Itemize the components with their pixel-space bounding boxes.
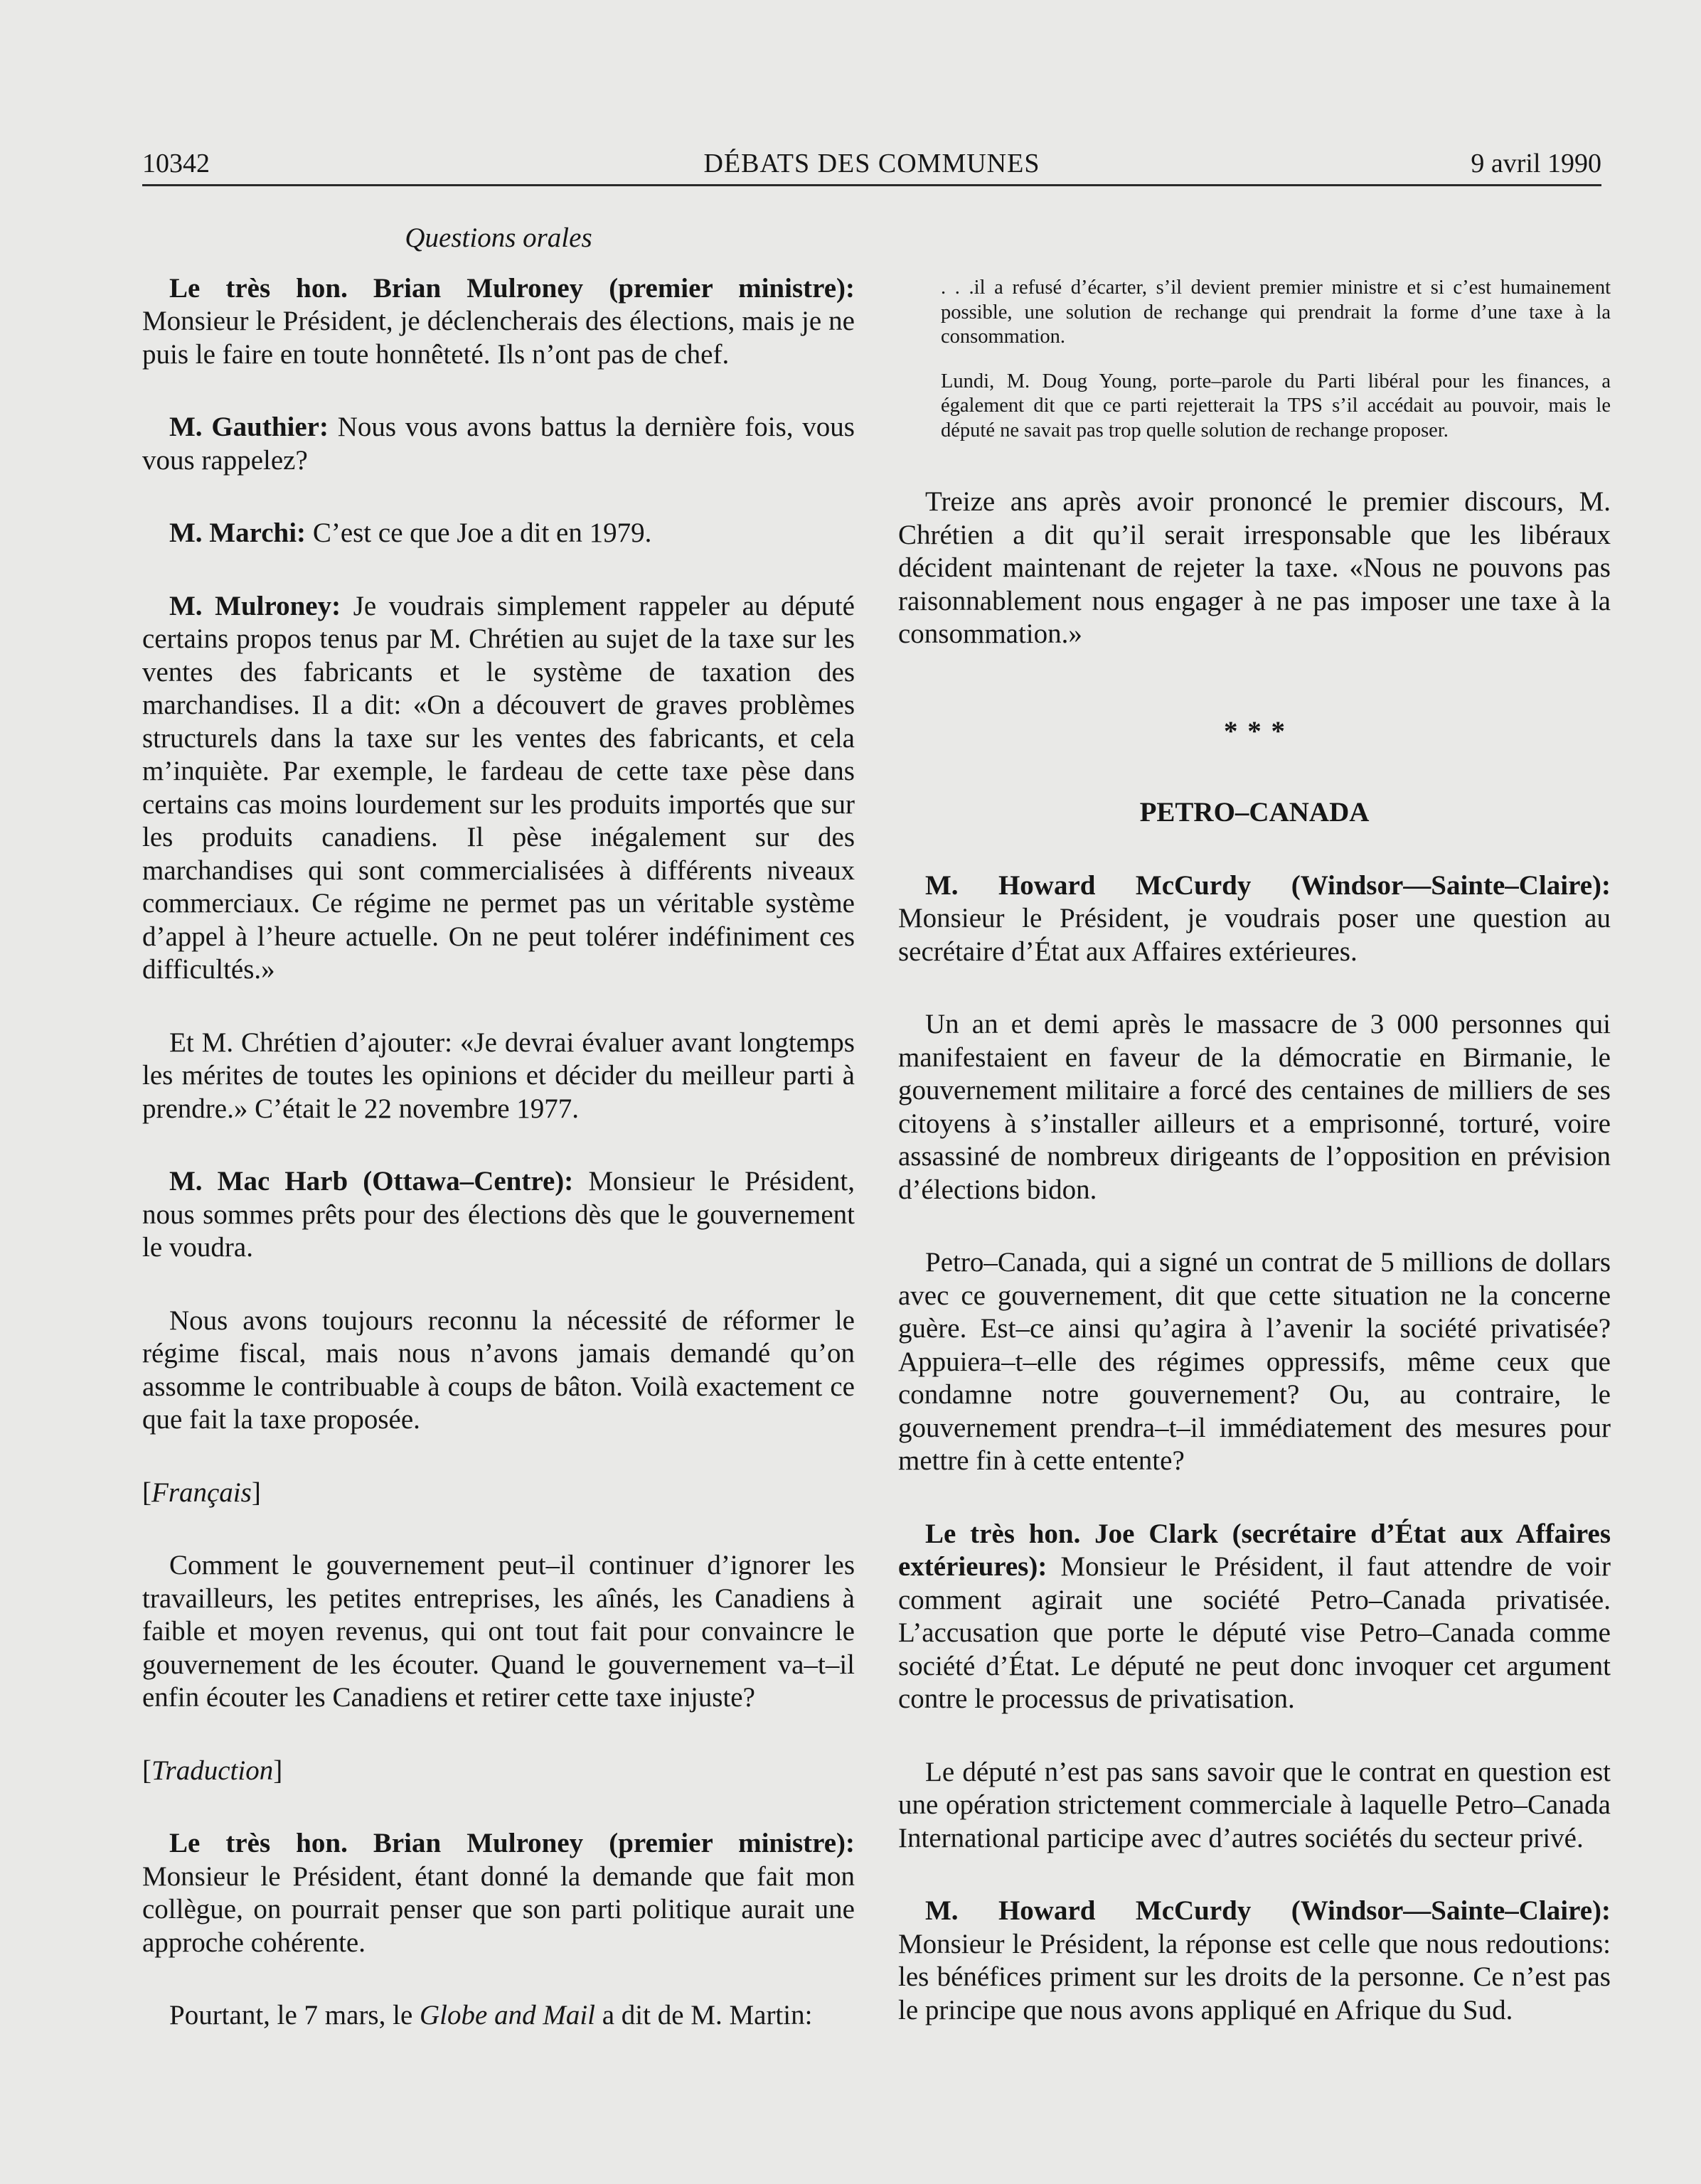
quote-paragraph: Lundi, M. Doug Young, porte–parole du Parti libéral pour les finances, a également dit que ce parti rejetterait la TPS s’il accédait au pouvoir, mais le député ne savait pas trop quelle solution de rechange proposer. bbox=[941, 370, 1611, 441]
speaker: M. Mulroney: bbox=[169, 590, 341, 621]
language-note: [Traduction] bbox=[142, 1755, 283, 1786]
section-title: Questions orales bbox=[405, 223, 592, 253]
paragraph-text: Monsieur le Président, je déclencherais des élections, mais je ne puis le faire en toute honnêteté. Ils n’ont pas de chef. bbox=[142, 306, 855, 370]
paragraph bbox=[898, 1518, 1611, 1716]
paragraph-text: Monsieur le Président, je voudrais poser une question au secrétaire d’État aux Affaires extérieures. bbox=[898, 903, 1611, 967]
paragraph bbox=[142, 1165, 855, 1265]
newspaper-name: Globe and Mail bbox=[420, 2000, 595, 2030]
paragraph bbox=[142, 272, 855, 372]
paragraph-text: C’est ce que Joe a dit en 1979. bbox=[306, 518, 652, 548]
speaker: M. Gauthier: bbox=[169, 412, 329, 442]
paragraph-text: Monsieur le Président, la réponse est celle que nous redoutions: les bénéfices priment sur les droits de la personne. Ce n’est pas le principe que nous avons appliqué en Afrique du Sud. bbox=[898, 1928, 1611, 2025]
paragraph-text: Monsieur le Président, il faut attendre de voir comment agirait une société Petro–Canada privatisée. L’accusation que porte le député vise Petro–Canada comme société d’État. Le député ne peut donc invoquer cet argument contre le processus de privatisation. bbox=[898, 1551, 1611, 1714]
speaker: Le très hon. Brian Mulroney (premier ministre): bbox=[169, 1828, 855, 1858]
paragraph: Le député n’est pas sans savoir que le contrat en question est une opération strictement commerciale à laquelle Petro–Canada International participe avec d’autres sociétés du secteur privé. bbox=[898, 1756, 1611, 1853]
paragraph bbox=[898, 1895, 1611, 2027]
paragraph: Nous avons toujours reconnu la nécessité de réformer le régime fiscal, mais nous n’avons jamais demandé qu’on assomme le contribuable à coups de bâton. Voilà exactement ce que fait la taxe proposée. bbox=[142, 1305, 855, 1435]
section-separator: * * * bbox=[1224, 715, 1285, 746]
paragraph bbox=[142, 590, 855, 987]
paragraph-text: Monsieur le Président, étant donné la demande que fait mon collègue, on pourrait penser que son parti politique aurait une approche cohérente. bbox=[142, 1861, 855, 1958]
paragraph bbox=[142, 1999, 855, 2033]
language-label: Français bbox=[151, 1477, 252, 1508]
paragraph: Petro–Canada, qui a signé un contrat de 5 millions de dollars avec ce gouvernement, dit que cette situation ne la concerne guère. Est–ce ainsi qu’agira à l’avenir la société privatisée? Appuiera–t–elle des régimes oppressifs, même ceux que condamne notre gouvernement? Ou, au contraire, le gouvernement prendra–t–il immédiatement des mesures pour mettre fin à cette entente? bbox=[898, 1247, 1611, 1476]
paragraph-text: Je voudrais simplement rappeler au député certains propos tenus par M. Chrétien au sujet de la taxe sur les ventes des fabricants et le système de taxation des marchandises. Il a dit: «On a découvert de graves problèmes structurels dans la taxe sur les ventes des fabricants, et cela m’inquiète. Par exemple, le fardeau de cette taxe pèse dans certains cas moins lourdement sur les produits importés que sur les produits canadiens. Il pèse inégalement sur des marchandises qui sont commercialisées à différents niveaux commerciaux. Ce régime ne permet pas un véritable système d’appel à l’heure actuelle. On ne peut tolérer indéfiniment ces difficultés.» bbox=[142, 590, 855, 985]
publication-date: 9 avril 1990 bbox=[1471, 149, 1601, 178]
paragraph bbox=[142, 1827, 855, 1959]
paragraph: Et M. Chrétien d’ajouter: «Je devrai évaluer avant longtemps les mérites de toutes les opinions et décider du meilleur parti à prendre.» C’était le 22 novembre 1977. bbox=[142, 1027, 855, 1124]
quote-paragraph: . . .il a refusé d’écarter, s’il devient premier ministre et si c’est humainement possible, une solution de rechange qui prendrait la forme d’une taxe à la consommation. bbox=[941, 277, 1611, 348]
paragraph bbox=[898, 869, 1611, 969]
right-column bbox=[898, 276, 1611, 2027]
language-note: [Français] bbox=[142, 1477, 261, 1508]
publication-title: DÉBATS DES COMMUNES bbox=[703, 149, 1040, 178]
block-quote bbox=[898, 276, 1611, 443]
paragraph-text: Pourtant, le 7 mars, le bbox=[169, 2000, 420, 2030]
page-number: 10342 bbox=[142, 149, 210, 178]
paragraph-text: a dit de M. Martin: bbox=[594, 2000, 813, 2030]
paragraph: Treize ans après avoir prononcé le premier discours, M. Chrétien a dit qu’il serait irresponsable que les libéraux décident maintenant de rejeter la taxe. «Nous ne pouvons pas raisonnablement nous engager à ne pas imposer une taxe à la consommation.» bbox=[898, 486, 1611, 649]
paragraph-text: Monsieur le Président, nous sommes prêts pour des élections dès que le gouvernement le voudra. bbox=[142, 1166, 855, 1263]
speaker: M. Howard McCurdy (Windsor—Sainte–Claire): bbox=[925, 869, 1611, 901]
page-header bbox=[142, 146, 1601, 186]
section-heading: PETRO–CANADA bbox=[1139, 797, 1370, 828]
speaker: M. Howard McCurdy (Windsor—Sainte–Claire): bbox=[925, 1895, 1611, 1926]
paragraph bbox=[142, 411, 855, 477]
left-column bbox=[142, 222, 855, 2033]
paragraph: Un an et demi après le massacre de 3 000 personnes qui manifestaient en faveur de la démocratie en Birmanie, le gouvernement militaire a forcé des centaines de milliers de ses citoyens à s’installer ailleurs et a emprisonné, torturé, voire assassiné de nombreux dirigeants de l’opposition en prévision d’élections bidon. bbox=[898, 1009, 1611, 1205]
paragraph-text: Nous vous avons battus la dernière fois, vous vous rappelez? bbox=[142, 412, 855, 476]
speaker: M. Mac Harb (Ottawa–Centre): bbox=[169, 1166, 574, 1197]
speaker: M. Marchi: bbox=[169, 518, 306, 548]
speaker: Le très hon. Joe Clark (secrétaire d’État aux Affaires extérieures): bbox=[898, 1518, 1611, 1582]
speaker: Le très hon. Brian Mulroney (premier ministre): bbox=[169, 272, 855, 304]
language-label: Traduction bbox=[151, 1755, 274, 1786]
paragraph: Comment le gouvernement peut–il continuer d’ignorer les travailleurs, les petites entreprises, les aînés, les Canadiens à faible et moyen revenus, qui ont tout fait pour convaincre le gouvernement de les écouter. Quand le gouvernement va–t–il enfin écouter les Canadiens et retirer cette taxe injuste? bbox=[142, 1550, 855, 1713]
paragraph bbox=[142, 517, 855, 550]
